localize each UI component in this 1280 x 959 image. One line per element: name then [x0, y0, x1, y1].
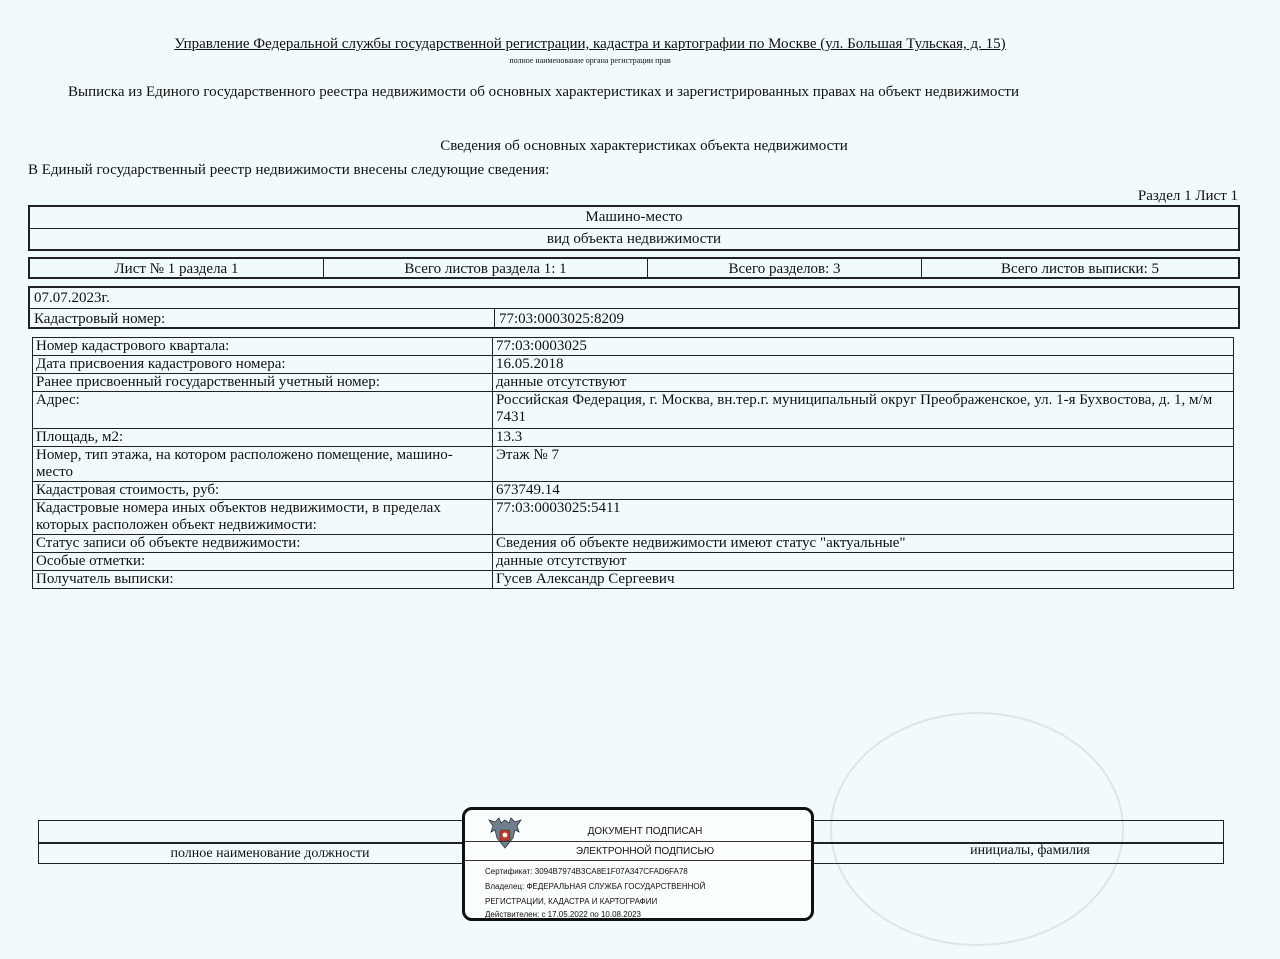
esig-title-2: ЭЛЕКТРОННОЙ ПОДПИСЬЮ	[575, 846, 715, 857]
row-value: данные отсутствуют	[493, 374, 1234, 392]
row-label: Дата присвоения кадастрового номера:	[33, 356, 493, 374]
row-label: Статус записи об объекте недвижимости:	[33, 535, 493, 553]
row-value: Гусев Александр Сергеевич	[493, 571, 1234, 589]
table-row	[33, 429, 1234, 447]
electronic-signature-stamp	[462, 807, 814, 921]
row-label: Кадастровая стоимость, руб:	[33, 482, 493, 500]
table-row	[33, 338, 1234, 356]
table-row	[33, 392, 1234, 429]
row-value: 16.05.2018	[493, 356, 1234, 374]
object-type-caption: вид объекта недвижимости	[546, 231, 722, 247]
row-value: 77:03:0003025	[493, 338, 1234, 356]
row-value: 13.3	[493, 429, 1234, 447]
sheet-number: Лист № 1 раздела 1	[30, 259, 324, 277]
table-row	[33, 447, 1234, 482]
sheets-info-row	[28, 257, 1240, 279]
row-label: Кадастровые номера иных объектов недвижимости, в пределах которых расположен объект недвижимости:	[33, 500, 493, 535]
esig-divider	[465, 860, 811, 861]
row-label: Номер, тип этажа, на котором расположено помещение, машино-место	[33, 447, 493, 482]
table-row	[33, 535, 1234, 553]
characteristics-table	[32, 337, 1234, 589]
table-row	[33, 500, 1234, 535]
esig-owner-line-2: РЕГИСТРАЦИИ, КАДАСТРА И КАРТОГРАФИИ	[485, 897, 658, 906]
organization-caption: полное наименование органа регистрации прав	[509, 56, 671, 65]
row-value: 673749.14	[493, 482, 1234, 500]
cadastral-number-row	[30, 309, 1238, 329]
cadastral-number-value: 77:03:0003025:8209	[499, 311, 625, 327]
total-extract-sheets: Всего листов выписки: 5	[1001, 261, 1159, 277]
section-sheet-ref: Раздел 1 Лист 1	[1137, 188, 1238, 204]
row-label: Площадь, м2:	[33, 429, 493, 447]
row-label: Получатель выписки:	[33, 571, 493, 589]
esig-certificate: Сертификат: 3094B7974B3CA8E1F07A347CFAD6FA78	[485, 867, 688, 876]
row-label: Особые отметки:	[33, 553, 493, 571]
record-date: 07.07.2023г.	[30, 288, 1238, 309]
table-row	[33, 482, 1234, 500]
position-caption: полное наименование должности	[170, 846, 370, 861]
esig-owner-line-1: Владелец: ФЕДЕРАЛЬНАЯ СЛУЖБА ГОСУДАРСТВЕННОЙ	[485, 882, 706, 891]
document-title: Выписка из Единого государственного реестра недвижимости об основных характеристиках и зарегистрированных правах на объект недвижимости	[68, 84, 1020, 100]
row-value: Сведения об объекте недвижимости имеют статус "актуальные"	[493, 535, 1234, 553]
total-section-sheets: Всего листов раздела 1: 1	[324, 259, 648, 277]
esig-title-1: ДОКУМЕНТ ПОДПИСАН	[587, 826, 703, 837]
total-sections: Всего разделов: 3	[648, 259, 922, 277]
table-row	[33, 374, 1234, 392]
table-row	[33, 356, 1234, 374]
row-label: Ранее присвоенный государственный учетный номер:	[33, 374, 493, 392]
row-label: Адрес:	[33, 392, 493, 429]
object-type-value: Машино-место	[30, 207, 1238, 229]
organization-title: Управление Федеральной службы государственной регистрации, кадастра и картографии по Москве (ул. Большая Тульская, д. 15)	[174, 36, 1006, 52]
name-caption: инициалы, фамилия	[970, 843, 1090, 858]
esig-validity: Действителен: с 17.05.2022 по 10.08.2023	[485, 910, 641, 919]
row-value: данные отсутствуют	[493, 553, 1234, 571]
section-title: Сведения об основных характеристиках объекта недвижимости	[440, 138, 848, 154]
object-type-box	[28, 205, 1240, 251]
row-label: Номер кадастрового квартала:	[33, 338, 493, 356]
coat-of-arms-icon	[485, 814, 525, 856]
record-header-box	[28, 286, 1240, 329]
esig-divider	[465, 841, 811, 842]
row-value: Российская Федерация, г. Москва, вн.тер.г. муниципальный округ Преображенское, ул. 1-я Бухвостова, д. 1, м/м 7431	[493, 392, 1234, 429]
cadastral-number-label: Кадастровый номер:	[30, 309, 495, 329]
intro-text: В Единый государственный реестр недвижимости внесены следующие сведения:	[28, 162, 550, 178]
row-value: Этаж № 7	[493, 447, 1234, 482]
table-row	[33, 571, 1234, 589]
row-value: 77:03:0003025:5411	[493, 500, 1234, 535]
table-row	[33, 553, 1234, 571]
